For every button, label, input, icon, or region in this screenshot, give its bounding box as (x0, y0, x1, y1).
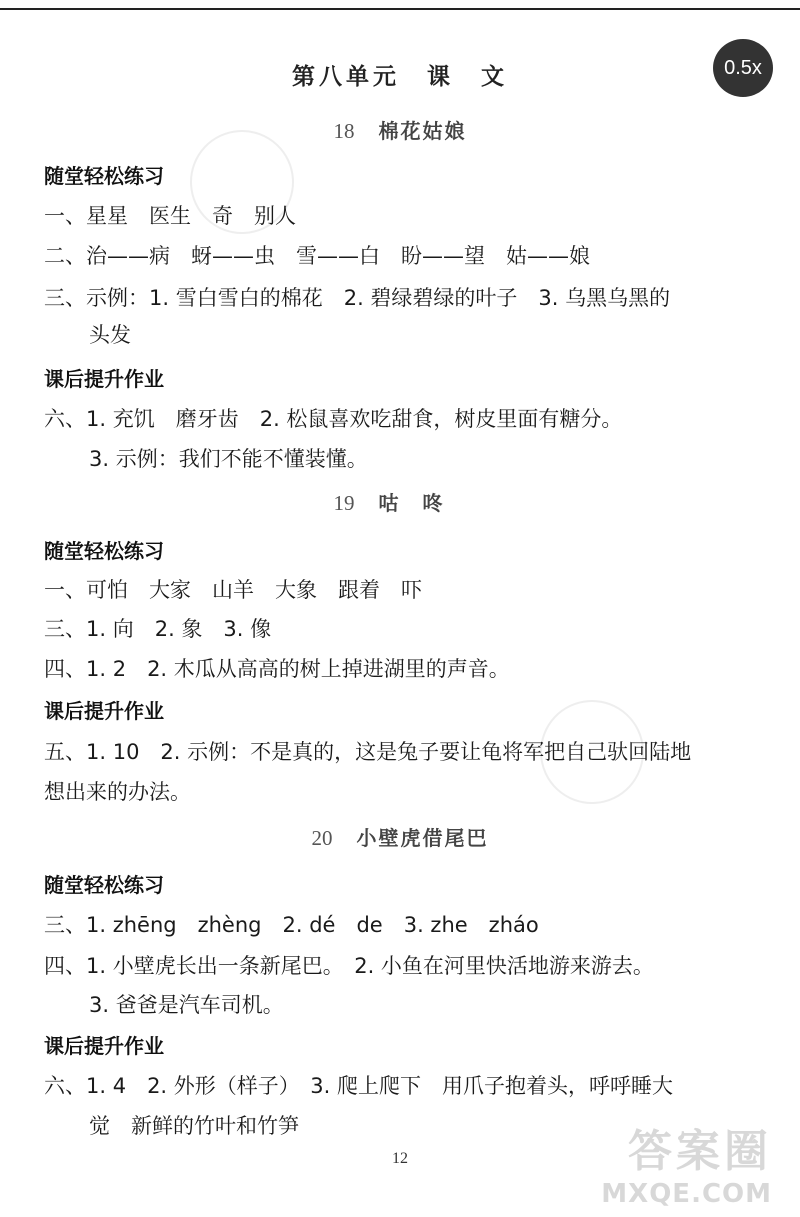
answer-line: 三、示例：1. 雪白雪白的棉花 2. 碧绿碧绿的叶子 3. 乌黑乌黑的 (44, 286, 671, 310)
lesson-name: 咕咚 (378, 491, 467, 515)
section-heading: 随堂轻松练习 (44, 539, 164, 563)
watermark-url: MXQE.COM (601, 1179, 772, 1209)
answer-line: 六、1. 充饥 磨牙齿 2. 松鼠喜欢吃甜食，树皮里面有糖分。 (44, 407, 623, 431)
answer-line: 三、1. 向 2. 象 3. 像 (44, 617, 272, 641)
answer-line: 二、治——病 蚜——虫 雪——白 盼——望 姑——娘 (44, 244, 590, 268)
answer-line: 觉 新鲜的竹叶和竹笋 (89, 1114, 299, 1138)
answer-line: 五、1. 10 2. 示例：不是真的，这是兔子要让龟将军把自己驮回陆地 (44, 740, 692, 764)
answer-line: 三、1. zhēng zhèng 2. dé de 3. zhe zháo (44, 913, 539, 937)
answer-line: 3. 示例：我们不能不懂装懂。 (89, 447, 368, 471)
lesson-number: 18 (333, 119, 355, 143)
watermark-logo-text: 答案圈 (628, 1126, 772, 1177)
answer-line: 六、1. 4 2. 外形（样子） 3. 爬上爬下 用爪子抱着头，呼呼睡大 (44, 1074, 673, 1098)
playback-speed-badge[interactable]: 0.5x (713, 39, 773, 97)
lesson-number: 19 (333, 491, 355, 515)
section-heading: 课后提升作业 (44, 367, 164, 391)
answer-line: 四、1. 2 2. 木瓜从高高的树上掉进湖里的声音。 (44, 657, 510, 681)
answer-line: 想出来的办法。 (44, 780, 191, 804)
lesson-number: 20 (311, 826, 333, 850)
answer-line: 头发 (89, 323, 131, 347)
answer-line: 一、可怕 大家 山羊 大象 跟着 吓 (44, 578, 422, 602)
answer-line: 3. 爸爸是汽车司机。 (89, 993, 284, 1017)
lesson-18-heading (0, 115, 800, 144)
section-heading: 课后提升作业 (44, 1034, 164, 1058)
lesson-20-heading (0, 822, 800, 851)
lesson-name: 棉花姑娘 (378, 119, 467, 143)
section-heading: 随堂轻松练习 (44, 164, 164, 188)
section-heading: 随堂轻松练习 (44, 873, 164, 897)
section-heading: 课后提升作业 (44, 699, 164, 723)
unit-title: 第八单元 课 文 (292, 63, 508, 90)
site-watermark (601, 1115, 772, 1209)
lesson-name: 小壁虎借尾巴 (356, 826, 489, 850)
top-rule (0, 0, 800, 10)
answer-line: 四、1. 小壁虎长出一条新尾巴。 2. 小鱼在河里快活地游来游去。 (44, 954, 654, 978)
page-number: 12 (392, 1150, 408, 1167)
answer-line: 一、星星 医生 奇 别人 (44, 204, 296, 228)
lesson-19-heading (0, 487, 800, 516)
